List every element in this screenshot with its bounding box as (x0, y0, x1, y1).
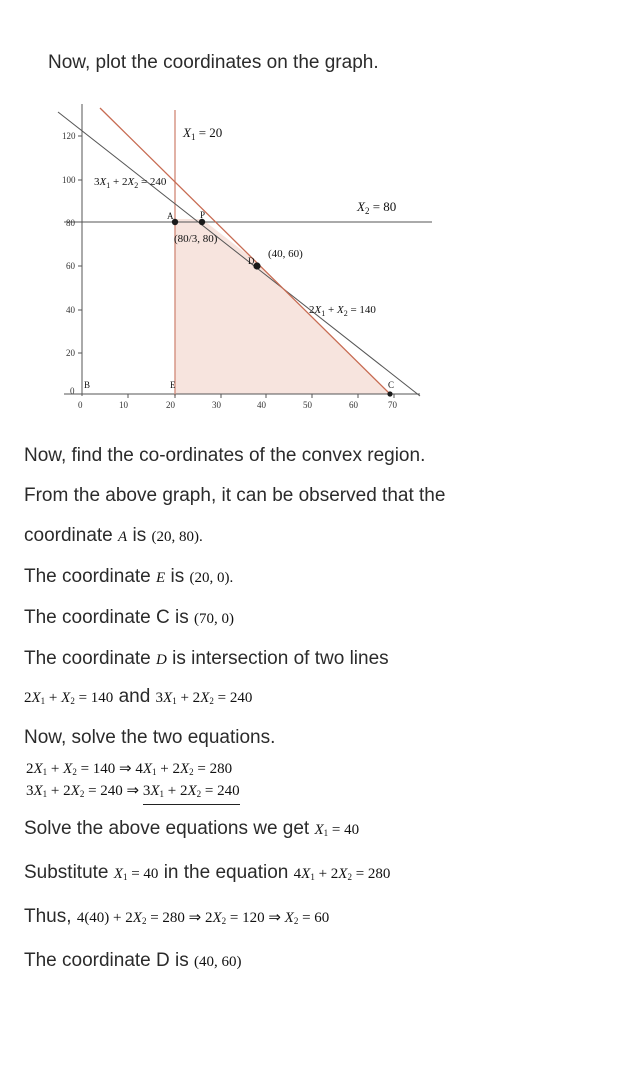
x-tick-labels (78, 400, 398, 410)
graph-figure (0, 44, 642, 410)
coordinate-D-result-prefix: The coordinate D is (24, 950, 189, 971)
svg-text:10: 10 (119, 400, 128, 410)
document-page (0, 44, 642, 1068)
label-x2-80: $X_2 = 80$ (357, 199, 397, 216)
svg-text:70: 70 (388, 400, 397, 410)
substitute-prefix: Substitute (24, 862, 109, 883)
coordinate-D-suffix: is intersection of two lines (172, 648, 389, 669)
coordinate-D-prefix: The coordinate (24, 648, 151, 669)
text-substitute (24, 853, 642, 897)
solve-result-prefix: Solve the above equations we get (24, 818, 310, 839)
svg-text:40: 40 (257, 400, 266, 410)
annotation-80-3-80: (80/3, 80) (174, 233, 218, 245)
svg-text:60: 60 (349, 400, 358, 410)
coordinate-A-value: (20, 80). (151, 529, 203, 545)
x-ticks (128, 394, 394, 398)
text-coordinate-D-result (24, 941, 642, 982)
coordinate-E-prefix: The coordinate (24, 566, 151, 587)
svg-text:80: 80 (66, 218, 75, 228)
coordinate-A-prefix: coordinate (24, 525, 113, 546)
substitute-value: $X_1 = 40$ (113, 866, 159, 882)
substitute-middle: in the equation (163, 862, 289, 883)
svg-text:30: 30 (212, 400, 221, 410)
svg-text:0: 0 (70, 386, 75, 396)
text-solve-result (24, 809, 642, 853)
text-two-lines-equations (24, 680, 642, 718)
coordinate-D-result-value: (40, 60) (194, 954, 242, 970)
equation-2x1-x2-140: $2X_1 + X_2 = 140$ (24, 690, 114, 706)
label-x1-20: $X_1 = 20$ (183, 125, 223, 142)
thus-prefix: Thus, (24, 906, 72, 927)
svg-text:60: 60 (66, 261, 75, 271)
coordinate-A-symbol: A (118, 529, 128, 545)
and-word: and (118, 686, 151, 707)
coordinate-C-prefix: The coordinate C is (24, 607, 189, 628)
svg-text:40: 40 (66, 305, 75, 315)
y-tick-labels (62, 131, 76, 396)
instruction-line-1: Now, plot the coordinates on the graph. (48, 52, 379, 73)
svg-text:20: 20 (66, 348, 75, 358)
svg-text:0: 0 (78, 400, 83, 410)
text-coordinate-D-intro (24, 639, 642, 680)
label-C: C (388, 380, 395, 390)
svg-text:100: 100 (62, 175, 76, 185)
text-coordinate-C (24, 598, 642, 639)
svg-text:20: 20 (166, 400, 175, 410)
y-ticks (78, 136, 82, 353)
equation-step-1: $2X_1 + X_2 = 140$ ⇒ $4X_1 + 2X_2 = 280$ (26, 761, 233, 777)
label-2x1-x2-140: $2X_1 + X_2 = 140$ (309, 304, 376, 318)
label-E: E (170, 380, 176, 390)
annotation-40-60: (40, 60) (268, 248, 303, 260)
label-A: A (167, 211, 174, 221)
svg-text:50: 50 (303, 400, 312, 410)
label-P: P (200, 210, 206, 220)
coordinate-A-is: is (132, 525, 147, 546)
coordinate-E-value: (20, 0). (189, 570, 234, 586)
text-thus (24, 897, 642, 941)
svg-text:120: 120 (62, 131, 76, 141)
point-C (387, 391, 392, 396)
label-3x1-2x2-240: $3X_1 + 2X_2 = 240$ (94, 176, 167, 190)
coordinate-D-symbol: D (156, 652, 167, 668)
text-coordinate-A (24, 516, 642, 557)
label-D: D (248, 256, 255, 266)
label-B: B (84, 380, 91, 390)
substitute-equation: $4X_1 + 2X_2 = 280$ (293, 866, 391, 882)
equation-step-2: $3X_1 + 2X_2 = 240$ ⇒ $3X_1 + 2X_2 = 240$ (26, 782, 642, 805)
thus-equation: $4(40) + 2X_2 = 280$ ⇒ $2X_2 = 120$ ⇒ $X_2 = 60$ (76, 910, 330, 926)
text-solve-equations: Now, solve the two equations. (24, 727, 276, 748)
equation-3x1-2x2-240: $3X_1 + 2X_2 = 240$ (155, 690, 253, 706)
text-coordinate-E (24, 557, 642, 598)
coordinate-C-value: (70, 0) (194, 611, 235, 627)
text-from-graph: From the above graph, it can be observed that the (24, 485, 446, 506)
coordinate-E-is: is (170, 566, 185, 587)
coordinate-E-symbol: E (156, 570, 166, 586)
text-find-coordinates: Now, find the co-ordinates of the convex region. (24, 445, 426, 466)
solve-result-value: $X_1 = 40$ (314, 822, 360, 838)
